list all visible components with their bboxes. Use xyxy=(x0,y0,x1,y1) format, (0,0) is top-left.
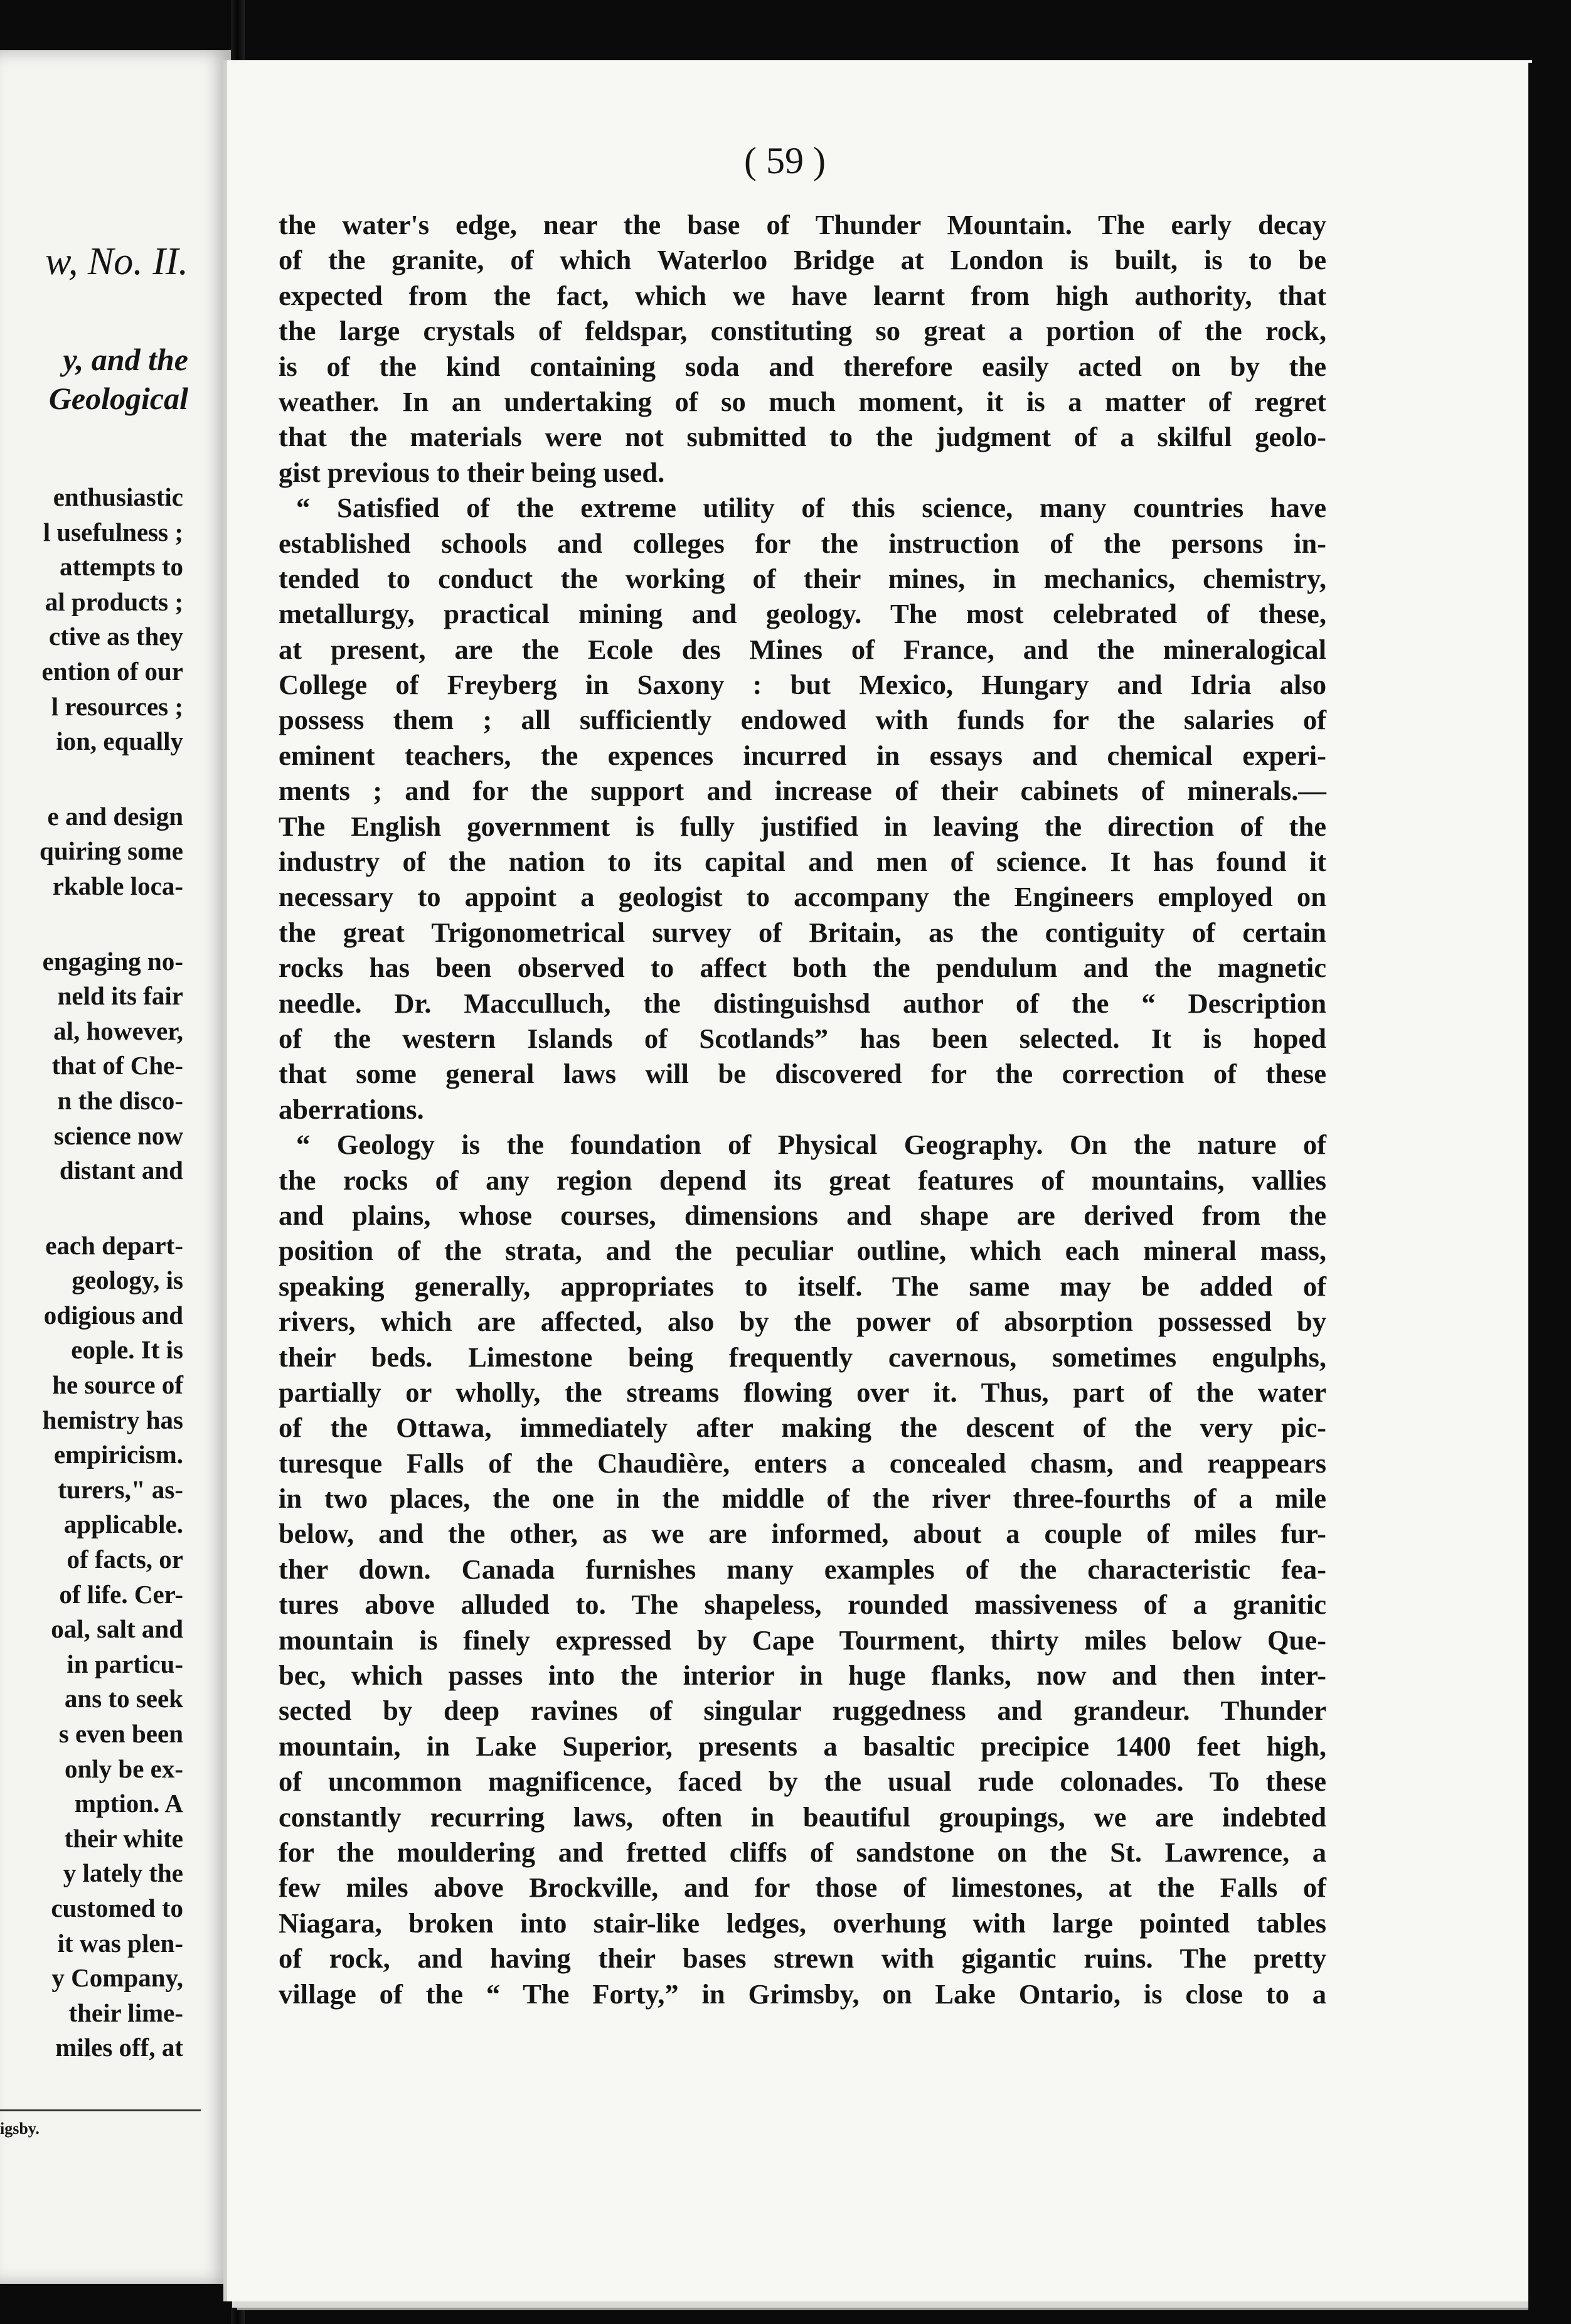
left-page-line: applicable. xyxy=(63,1510,183,1539)
left-page-line: al, however, xyxy=(53,1016,183,1045)
body-text-line: aberrations. xyxy=(279,1093,424,1125)
body-text-line: expected from the fact, which we have learnt from high authority, that xyxy=(279,279,1326,311)
body-text-line: ther down. Canada furnishes many examples of the characteristic fea- xyxy=(279,1553,1326,1585)
left-page-line: hemistry has xyxy=(42,1405,183,1434)
left-page-subheading-1: y, and the xyxy=(63,342,188,377)
left-page-line: ctive as they xyxy=(48,622,183,651)
body-text-line: “ Satisfied of the extreme utility of this science, many countries have xyxy=(296,492,1326,524)
left-page-line: odigious and xyxy=(43,1300,183,1330)
body-text-line: speaking generally, appropriates to itself. The same may be added of xyxy=(279,1270,1326,1302)
body-text-line: gist previous to their being used. xyxy=(279,456,665,488)
left-page-line: oal, salt and xyxy=(51,1614,183,1644)
left-page-line: geology, is xyxy=(72,1266,183,1295)
left-page-line: enthusiastic xyxy=(53,482,183,511)
left-page-line: rkable loca- xyxy=(52,871,183,900)
left-page-line: eople. It is xyxy=(71,1335,183,1365)
left-page-line: y Company, xyxy=(51,1963,183,1993)
body-text-line: “ Geology is the foundation of Physical Geography. On the nature of xyxy=(296,1129,1326,1161)
body-text-line: the water's edge, near the base of Thunder Mountain. The early decay xyxy=(279,209,1326,240)
body-text-line: ments ; and for the support and increase of their cabinets of minerals.— xyxy=(279,775,1326,807)
left-page-line: l usefulness ; xyxy=(43,517,183,546)
left-page-line: their white xyxy=(64,1823,183,1853)
body-text-line: village of the “ The Forty,” in Grimsby, on Lake Ontario, is close to a xyxy=(279,1978,1326,2010)
previous-page xyxy=(0,50,231,2284)
left-page-line: e and design xyxy=(47,801,183,831)
body-text-line: of the Ottawa, immediately after making the descent of the very pic- xyxy=(279,1412,1326,1444)
body-text-line: tures above alluded to. The shapeless, rounded massiveness of a granitic xyxy=(279,1589,1326,1621)
body-text-line: of the western Islands of Scotlands” has been selected. It is hoped xyxy=(279,1022,1326,1054)
body-text-line: mountain, in Lake Superior, presents a basaltic precipice 1400 feet high, xyxy=(279,1730,1326,1762)
body-text-line: turesque Falls of the Chaudière, enters a concealed chasm, and reappears xyxy=(279,1447,1326,1479)
body-text-line: that some general laws will be discovered for the correction of these xyxy=(279,1058,1326,1090)
body-text-line: partially or wholly, the streams flowing over it. Thus, part of the water xyxy=(279,1376,1326,1408)
left-page-line: quiring some xyxy=(40,836,183,866)
body-text-line: bec, which passes into the interior in huge flanks, now and then inter- xyxy=(279,1660,1326,1692)
body-text-line: position of the strata, and the peculiar outline, which each mineral mass, xyxy=(279,1235,1326,1267)
body-text-line: Niagara, broken into stair-like ledges, overhung with large pointed tables xyxy=(279,1907,1326,1939)
page-edge-shadow xyxy=(1528,63,1571,2324)
body-text-line: sected by deep ravines of singular ruggedness and grandeur. Thunder xyxy=(279,1695,1326,1727)
body-text-line: metallurgy, practical mining and geology. The most celebrated of these, xyxy=(279,598,1326,630)
body-text-line: College of Freyberg in Saxony : but Mexico, Hungary and Idria also xyxy=(279,669,1326,701)
body-text-line: rivers, which are affected, also by the power of absorption possessed by xyxy=(279,1306,1326,1338)
body-text-line: possess them ; all sufficiently endowed with funds for the salaries of xyxy=(279,704,1326,736)
left-page-line: their lime- xyxy=(68,1998,183,2027)
left-page-line: s even been xyxy=(58,1719,183,1748)
left-page-paragraph-gap xyxy=(0,1188,183,1229)
left-page-heading: w, No. II. xyxy=(45,240,188,283)
body-text-line: for the mouldering and fretted cliffs of sandstone on the St. Lawrence, a xyxy=(279,1836,1326,1868)
page-number: ( 59 ) xyxy=(744,140,826,181)
left-page-paragraph-gap xyxy=(0,904,183,944)
page-body-text xyxy=(279,207,1326,2012)
body-text-line: at present, are the Ecole des Mines of France, and the mineralogical xyxy=(279,633,1326,665)
body-text-line: that the materials were not submitted to the judgment of a skilful geolo- xyxy=(279,421,1326,453)
left-page-line: l resources ; xyxy=(51,691,183,721)
body-text-line: in two places, the one in the middle of the river three-fourths of a mile xyxy=(279,1483,1326,1515)
left-page-line: miles off, at xyxy=(55,2033,183,2062)
body-text-line: weather. In an undertaking of so much moment, it is a matter of regret xyxy=(279,385,1326,417)
body-text-line: the rocks of any region depend its great features of mountains, vallies xyxy=(279,1164,1326,1196)
left-page-line: ans to seek xyxy=(64,1684,183,1714)
left-page-line: ention of our xyxy=(41,656,183,686)
left-page-line: empiricism. xyxy=(53,1440,183,1469)
body-text-line: tended to conduct the working of their mines, in mechanics, chemistry, xyxy=(279,562,1326,594)
body-text-line: the great Trigonometrical survey of Britain, as the contiguity of certain xyxy=(279,916,1326,948)
left-page-line: ion, equally xyxy=(56,727,183,756)
left-page-line: in particu- xyxy=(67,1649,183,1678)
left-page-line: of life. Cer- xyxy=(59,1579,183,1609)
body-text-line: constantly recurring laws, often in beautiful groupings, we are indebted xyxy=(279,1801,1326,1833)
body-text-line: of uncommon magnificence, faced by the usual rude colonades. To these xyxy=(279,1766,1326,1798)
left-page-line: distant and xyxy=(59,1156,183,1185)
left-page-line: he source of xyxy=(52,1370,183,1400)
body-text-line: of the granite, of which Waterloo Bridge at London is built, is to be xyxy=(279,244,1326,276)
body-text-line: The English government is fully justified in leaving the direction of the xyxy=(279,810,1326,842)
left-page-line: turers," as- xyxy=(58,1474,183,1504)
left-page-line: y lately the xyxy=(63,1858,183,1888)
left-page-line: each depart- xyxy=(45,1230,183,1260)
left-page-footnote: igsby. xyxy=(0,2119,40,2138)
body-text-line: eminent teachers, the expences incurred in essays and chemical experi- xyxy=(279,739,1326,771)
footnote-rule xyxy=(0,2109,201,2111)
left-page-line: of facts, or xyxy=(67,1545,183,1574)
body-text-line: of rock, and having their bases strewn with gigantic ruins. The pretty xyxy=(279,1943,1326,1975)
body-text-line: their beds. Limestone being frequently cavernous, sometimes engulphs, xyxy=(279,1341,1326,1373)
left-page-line: mption. A xyxy=(74,1789,183,1818)
body-text-line: rocks has been observed to affect both the pendulum and the magnetic xyxy=(279,952,1326,984)
body-text-line: and plains, whose courses, dimensions and shape are derived from the xyxy=(279,1199,1326,1231)
body-text-line: industry of the nation to its capital and men of science. It has found it xyxy=(279,846,1326,878)
left-page-line: only be ex- xyxy=(64,1754,183,1783)
left-page-line: n the disco- xyxy=(57,1085,183,1115)
body-text-line: needle. Dr. Macculluch, the distinguishsd author of the “ Description xyxy=(279,987,1326,1019)
body-text-line: necessary to appoint a geologist to accompany the Engineers employed on xyxy=(279,881,1326,913)
left-page-line: it was plen- xyxy=(57,1928,183,1958)
left-page-line: that of Che- xyxy=(51,1051,183,1080)
left-page-paragraph-gap xyxy=(0,759,183,799)
left-page-subheading-2: Geological xyxy=(48,381,188,416)
body-text-line: few miles above Brockville, and for those of limestones, at the Falls of xyxy=(279,1872,1326,1904)
left-page-line: neld its fair xyxy=(57,981,183,1011)
body-text-line: below, and the other, as we are informed, about a couple of miles fur- xyxy=(279,1518,1326,1550)
left-page-line: engaging no- xyxy=(42,946,183,976)
left-page-line: science now xyxy=(53,1121,183,1150)
body-text-line: established schools and colleges for the instruction of the persons in- xyxy=(279,527,1326,559)
left-page-line: al products ; xyxy=(45,587,183,616)
left-page-line: customed to xyxy=(51,1893,183,1922)
body-text-line: is of the kind containing soda and therefore easily acted on by the xyxy=(279,350,1326,382)
left-page-line: attempts to xyxy=(60,552,183,582)
left-page-text xyxy=(0,480,183,2065)
body-text-line: mountain is finely expressed by Cape Tourment, thirty miles below Que- xyxy=(279,1624,1326,1656)
body-text-line: the large crystals of feldspar, constituting so great a portion of the rock, xyxy=(279,315,1326,347)
